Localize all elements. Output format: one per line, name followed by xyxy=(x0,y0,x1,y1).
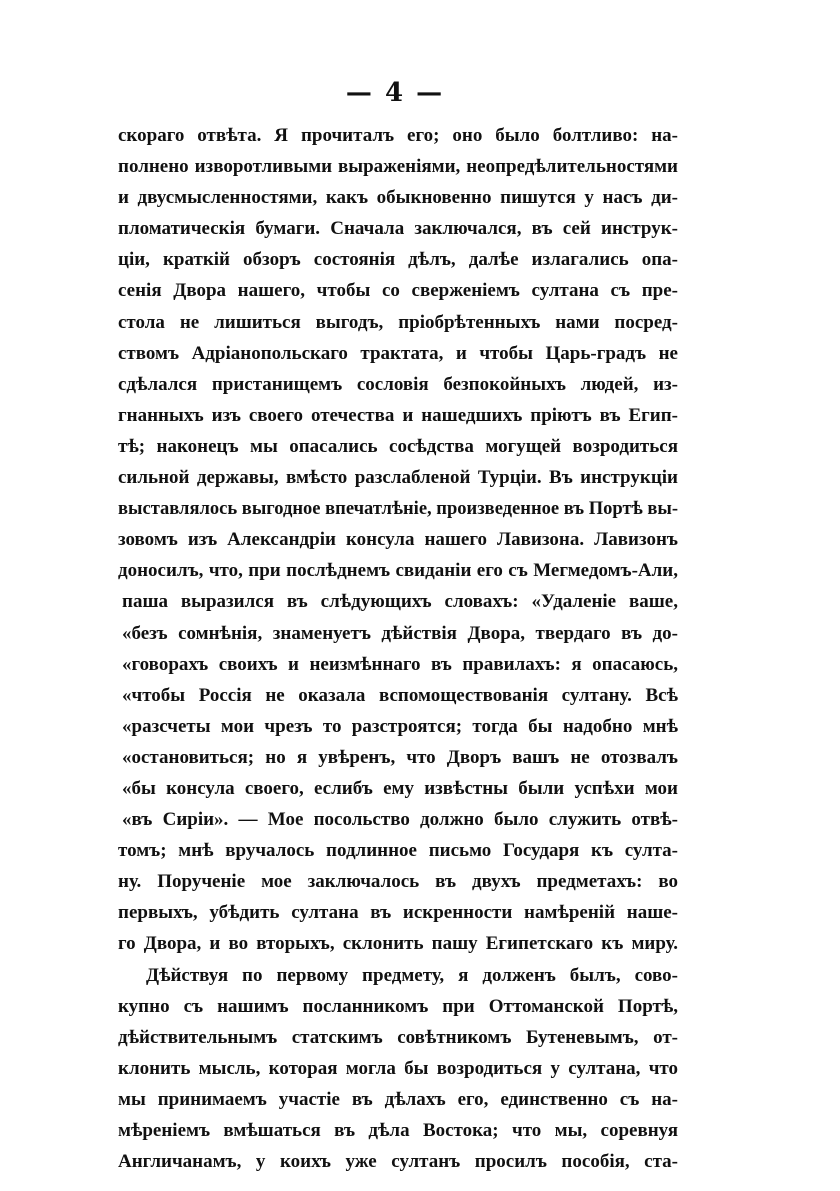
text-line: паша выразился въ слѣдующихъ словахъ: «Удаленіе ваше, xyxy=(122,591,678,613)
text-line: мы принимаемъ участіе въ дѣлахъ его, единственно съ на- xyxy=(118,1088,678,1110)
text-line: «бы консула своего, еслибъ ему извѣстны были успѣхи мои xyxy=(122,777,678,799)
text-line: «чтобы Россія не оказала вспомоществованія султану. Всѣ xyxy=(122,684,678,706)
text-line: сдѣлался пристанищемъ сословія безпокойныхъ людей, из- xyxy=(118,373,678,395)
text-line: сильной державы, вмѣсто разслабленой Турціи. Въ инструкціи xyxy=(118,467,678,489)
text-line: и двусмысленностями, какъ обыкновенно пишутся у насъ ди- xyxy=(118,187,678,209)
text-line: доносилъ, что, при послѣднемъ свиданіи его съ Мегмедомъ-Али, xyxy=(118,560,678,582)
text-line: ну. Порученіе мое заключалось въ двухъ предметахъ: во xyxy=(118,871,678,893)
text-line: первыхъ, убѣдить султана въ искренности намѣреній нашe- xyxy=(118,902,678,924)
text-line: «говорахъ своихъ и неизмѣннаго въ правилахъ: я опасаюсь, xyxy=(122,653,678,675)
page-number: — 4 — xyxy=(345,78,445,108)
text-line: полнено изворотливыми выраженіями, неопредѣлительностями xyxy=(118,156,678,178)
text-line: гнанныхъ изъ своего отечества и нашедшихъ пріютъ въ Егип- xyxy=(118,404,678,426)
text-line: «въ Сиріи». — Мое посольство должно было служить отвѣ- xyxy=(122,809,678,831)
text-line: зовомъ изъ Александріи консула нашего Лавизона. Лавизонъ xyxy=(118,529,678,551)
text-line: Англичанамъ, у коихъ уже султанъ просилъ пособія, ста- xyxy=(118,1151,678,1173)
text-line: дѣйствительнымъ статскимъ совѣтникомъ Бутеневымъ, от- xyxy=(118,1026,678,1048)
text-line: стола не лишиться выгодъ, пріобрѣтенныхъ нами посред- xyxy=(118,311,678,333)
text-line: купно съ нашимъ посланникомъ при Оттоманской Портѣ, xyxy=(118,995,678,1017)
text-line: пломатическія бумаги. Сначала заключался, въ сей инструк- xyxy=(118,218,678,240)
text-line: клонить мысль, которая могла бы возродиться у султана, что xyxy=(118,1057,678,1079)
text-line: тѣ; наконецъ мы опасались сосѣдства могущей возродиться xyxy=(118,435,678,457)
text-line: ствомъ Адріанопольскаго трактата, и чтобы Царь-градъ не xyxy=(118,342,678,364)
text-line: «безъ сомнѣнія, знаменуетъ дѣйствія Двора, твердаго въ до- xyxy=(122,622,678,644)
text-line: ціи, краткій обзоръ состоянія дѣлъ, далѣе излагались опа- xyxy=(118,249,678,271)
body-text xyxy=(118,120,678,1177)
text-line: го Двора, и во вторыхъ, склонить пашу Египетскаго къ миру. xyxy=(118,933,678,955)
paragraph-start-line: Дѣйствуя по первому предмету, я долженъ былъ, сово- xyxy=(146,964,678,986)
text-line: «остановиться; но я увѣренъ, что Дворъ вашъ не отозвалъ xyxy=(122,746,678,768)
text-line: томъ; мнѣ вручалось подлинное письмо Государя къ султа- xyxy=(118,840,678,862)
text-line: сенія Двора нашего, чтобы со сверженіемъ султана съ пре- xyxy=(118,280,678,302)
text-line: «разсчеты мои чрезъ то разстроятся; тогда бы надобно мнѣ xyxy=(122,715,678,737)
text-line: скораго отвѣта. Я прочиталъ его; оно было болтливо: на- xyxy=(118,125,678,146)
text-line: выставлялось выгодное впечатлѣніе, произведенное въ Портѣ вы- xyxy=(118,498,678,520)
text-line: мѣреніемъ вмѣшаться въ дѣла Востока; что мы, соревнуя xyxy=(118,1120,678,1141)
